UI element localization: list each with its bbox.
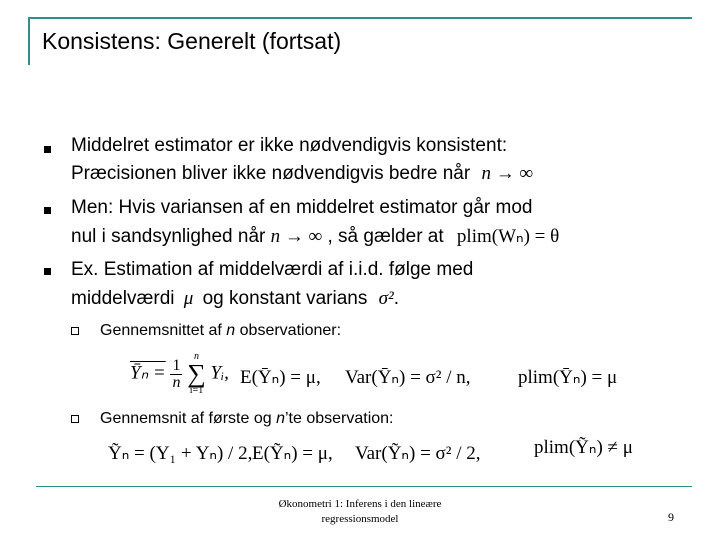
bullet-3-line-2	[71, 288, 399, 310]
plim-w-math: plim(Wₙ) = θ	[456, 226, 560, 247]
footer-rule	[36, 486, 692, 487]
page-number: 9	[668, 510, 674, 524]
sub-bullet-2-prefix: Gennemsnit af første og	[100, 410, 277, 427]
formula-2-expectation: E(Ỹₙ) = μ,	[252, 443, 333, 464]
bullet-2-line-1: Men: Hvis variansen af en middelret estimator går mod	[71, 197, 533, 218]
bullet-1-line-2	[71, 163, 533, 185]
sum-lower-limit: i=1	[189, 385, 204, 396]
formula-1-lhs: Ȳₙ =	[130, 362, 166, 384]
footer-line-1: Økonometri 1: Inferens i den lineære	[278, 498, 442, 510]
title-frame-left	[28, 17, 30, 65]
formula-1-plim: plim(Ȳₙ) = μ	[518, 367, 618, 388]
formula-mean-of-n	[130, 352, 229, 396]
bullet-marker	[44, 146, 51, 153]
bullet-2-text-b: , så gælder at	[327, 226, 444, 247]
bullet-3-line-1: Ex. Estimation af middelværdi af i.i.d. følge med	[71, 259, 474, 280]
bullet-1-line-1: Middelret estimator er ikke nødvendigvis konsistent:	[71, 135, 508, 156]
sub-bullet-1-suffix: observationer:	[235, 322, 342, 339]
sub-bullet-1-prefix: Gennemsnittet af	[100, 322, 227, 339]
n-to-infinity-math: n → ∞	[481, 163, 534, 184]
sum-term: Yᵢ,	[210, 362, 229, 384]
sub-bullet-2	[100, 410, 394, 428]
fraction-denominator: n	[172, 373, 181, 391]
fraction-numerator: 1	[172, 356, 181, 374]
sigma-glyph: ∑	[187, 359, 206, 388]
fraction-1-over-n	[170, 358, 182, 391]
bullet-3-text-b: og konstant varians	[202, 288, 368, 309]
sum-upper-limit: n	[193, 351, 199, 362]
footer-line-2: regressionsmodel	[321, 513, 399, 525]
bullet-1-text: Præcisionen bliver ikke nødvendigvis bedre når	[71, 163, 471, 184]
mu-math: μ	[183, 288, 194, 309]
sub-bullet-marker	[71, 327, 79, 335]
sub-bullet-2-n: n	[276, 410, 285, 427]
sigma-squared-math: σ²	[378, 288, 394, 309]
formula-1-variance: Var(Ȳₙ) = σ² / n,	[345, 367, 471, 388]
sub-bullet-2-suffix: ’te observation:	[284, 410, 394, 427]
sub-bullet-1	[100, 322, 341, 340]
title-frame-top	[28, 17, 692, 19]
page-title: Konsistens: Generelt (fortsat)	[42, 28, 342, 54]
n-to-infinity-math: n → ∞	[270, 226, 323, 247]
sub-bullet-marker	[71, 415, 79, 423]
bullet-2-text-a: nul i sandsynlighed når	[71, 226, 266, 247]
formula-2-plim: plim(Ỹₙ) ≠ μ	[534, 437, 633, 458]
bullet-2-line-2	[71, 226, 559, 248]
formula-2-definition: Ỹₙ = (Y₁ + Yₙ) / 2,	[108, 443, 253, 464]
formula-2-variance: Var(Ỹₙ) = σ² / 2,	[355, 443, 481, 464]
footer-course-title	[256, 497, 464, 527]
summation-sign	[187, 352, 206, 396]
sub-bullet-1-n: n	[226, 322, 236, 339]
formula-1-expectation: E(Ȳₙ) = μ,	[240, 367, 321, 388]
bullet-3-text-a: middelværdi	[71, 288, 175, 309]
bullet-marker	[44, 268, 51, 275]
bullet-3-period: .	[393, 288, 399, 309]
bullet-marker	[44, 207, 51, 214]
